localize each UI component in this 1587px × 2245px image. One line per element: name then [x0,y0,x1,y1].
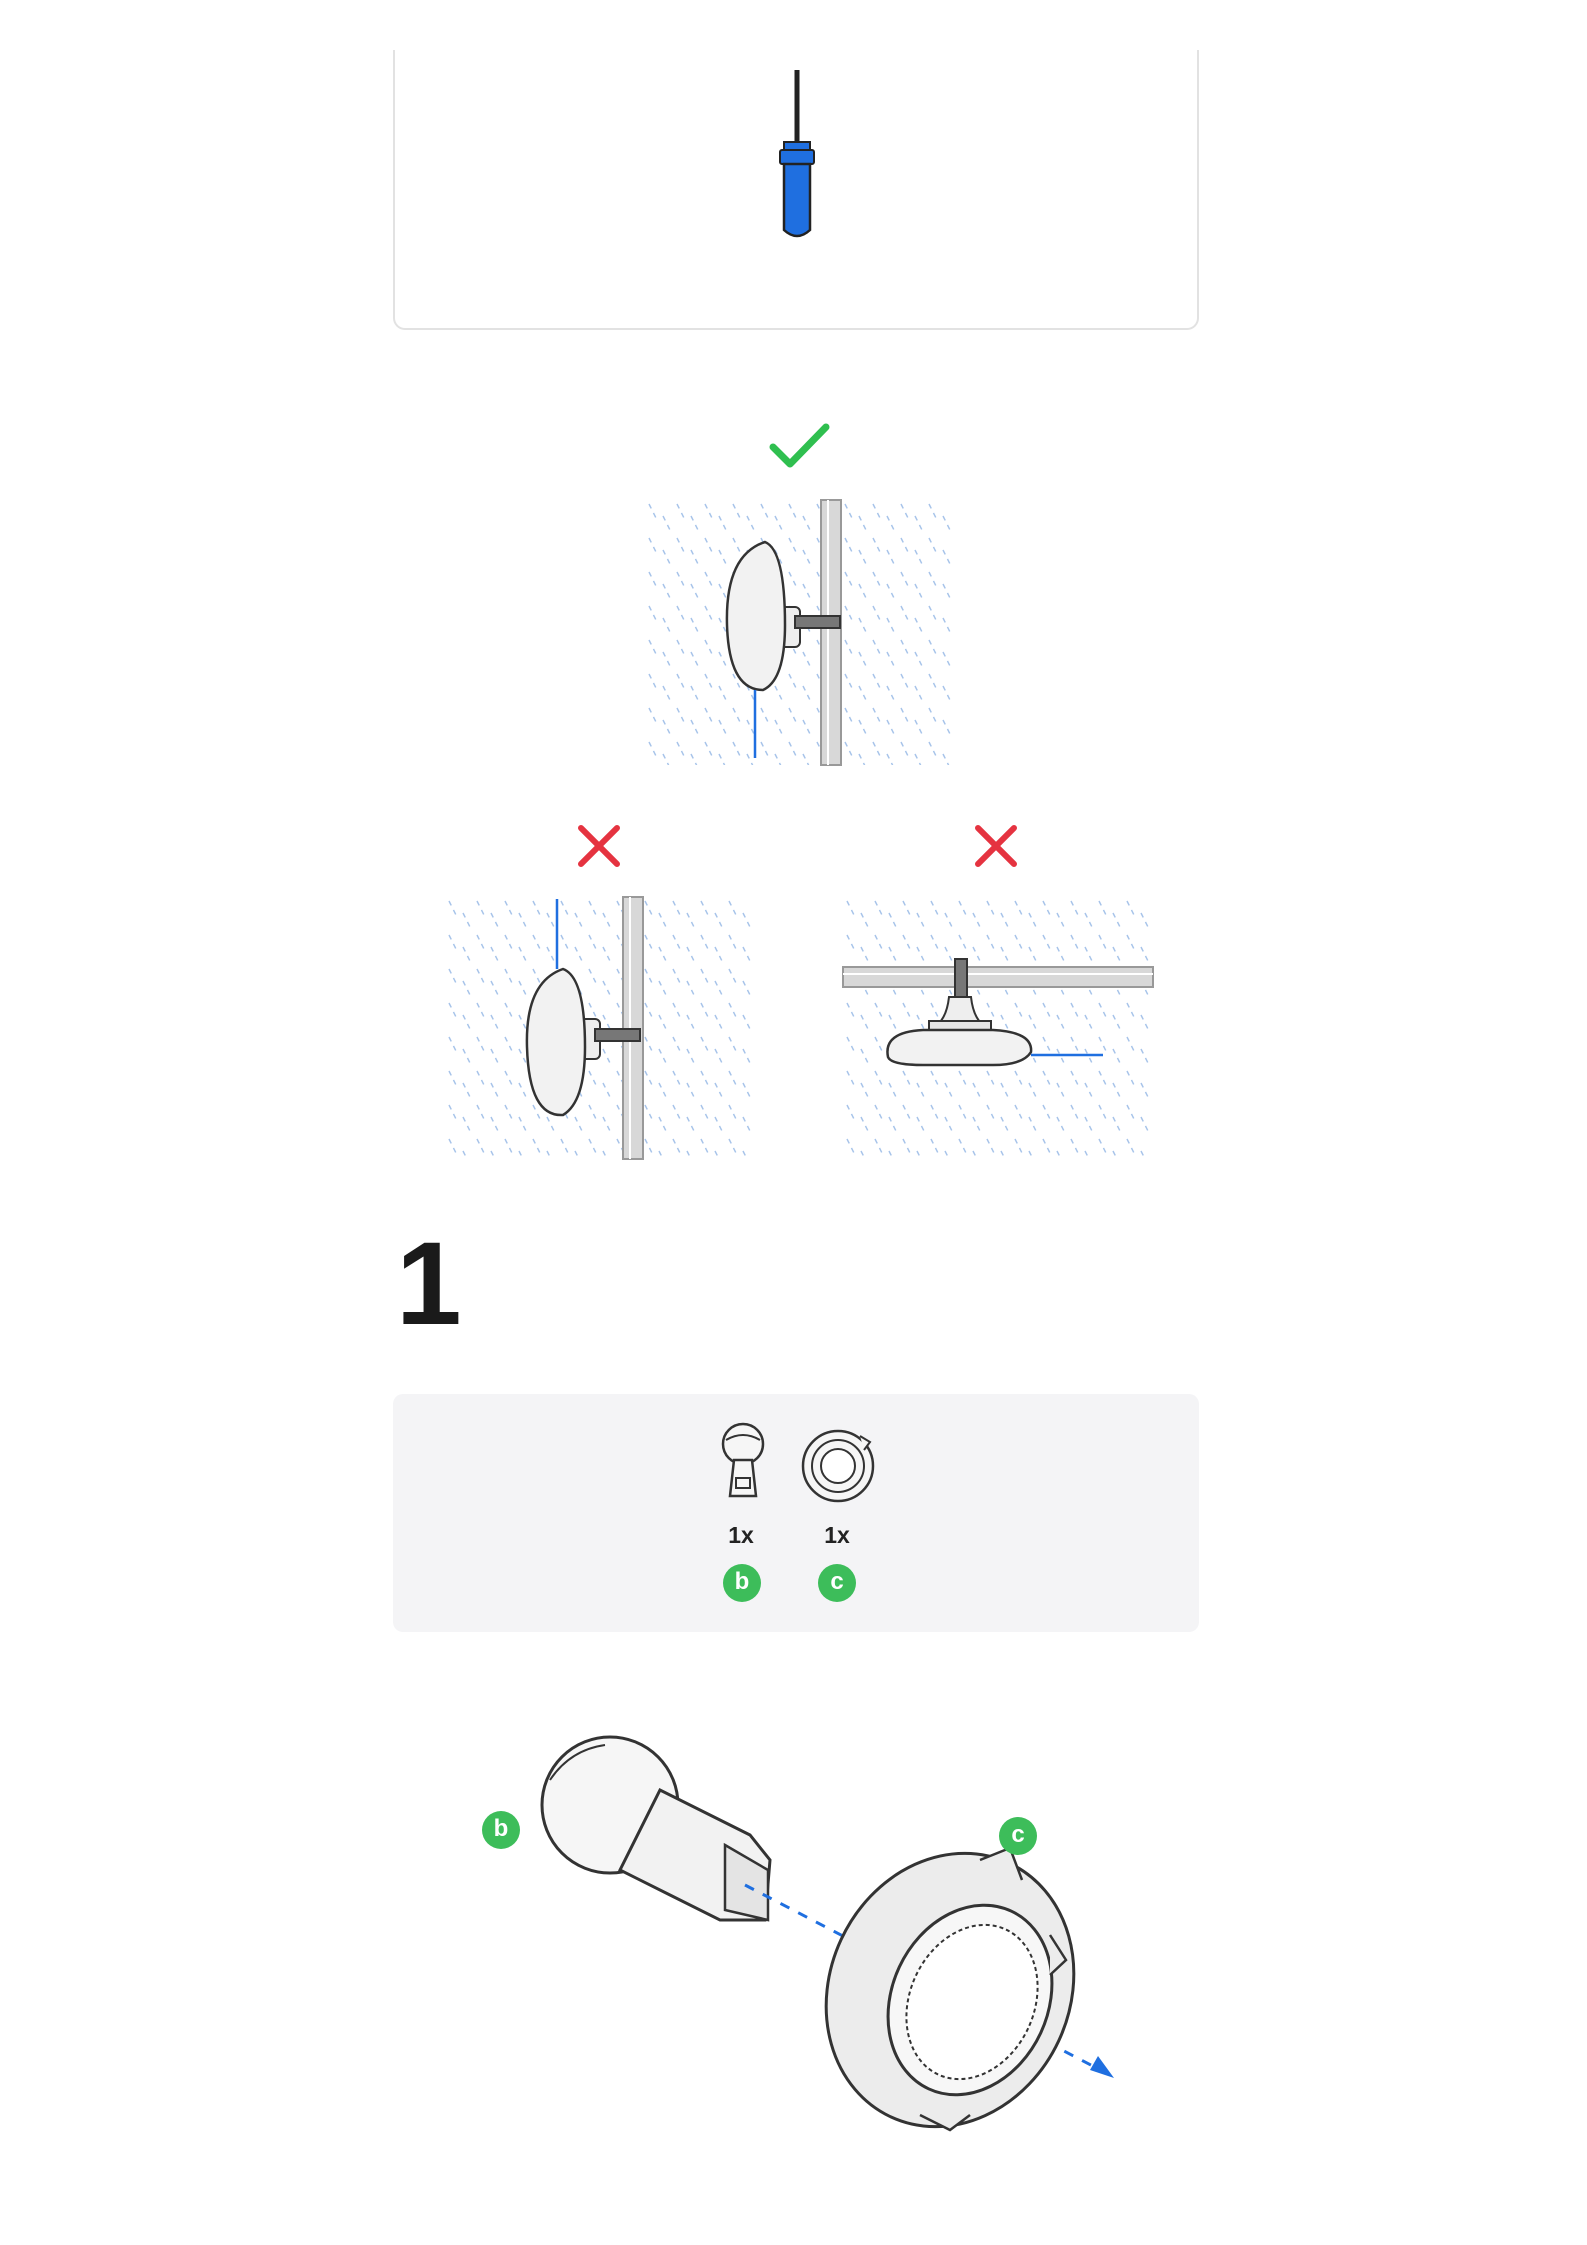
incorrect-mount-upward-illustration [445,897,755,1159]
part-c-badge: c [818,1564,856,1602]
step-number: 1 [396,1218,462,1350]
correct-mount-illustration [645,500,955,765]
part-b-badge: b [723,1564,761,1602]
lock-ring-part-icon [800,1428,880,1508]
mount-arm-part-icon [718,1422,768,1502]
incorrect-mount-horizontal-illustration [843,897,1153,1159]
assembly-label-b: b [482,1811,520,1849]
check-icon [768,422,832,472]
part-b-quantity: 1x [728,1522,754,1548]
part-c-quantity: 1x [824,1522,850,1548]
assembly-label-c: c [999,1817,1037,1855]
screwdriver-icon [770,70,830,250]
cross-icon [972,822,1020,870]
parts-panel [393,1394,1199,1632]
assembly-illustration [510,1720,1130,2140]
cross-icon [575,822,623,870]
